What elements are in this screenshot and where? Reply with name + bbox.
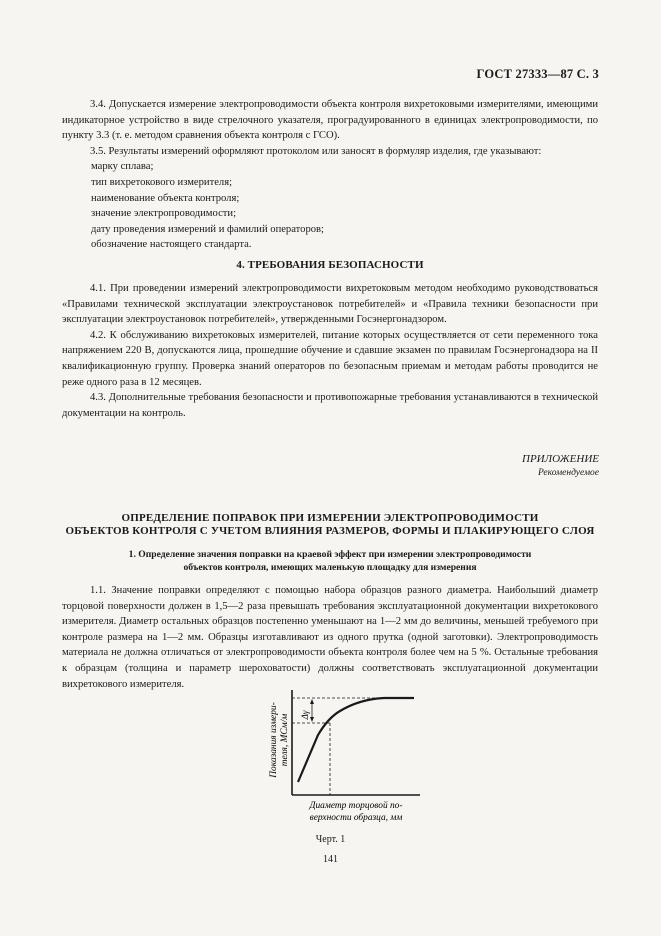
paragraph-3-4: 3.4. Допускается измерение электропроводимости объекта контроля вихретоковыми измерителями, имеющими индикаторное устройство в виде стрелочного указателя, проградуированного в единицах электропроводимости, по пункту 3.3 (т. е. методом сравнения объекта контроля с ГСО). bbox=[62, 99, 598, 142]
page-number: 141 bbox=[323, 854, 338, 865]
x-axis-label-1: Диаметр торцовой по- bbox=[309, 801, 403, 811]
section-4-text bbox=[62, 281, 598, 421]
appendix-title-line-2: ОБЪЕКТОВ КОНТРОЛЯ С УЧЕТОМ ВЛИЯНИЯ РАЗМЕРОВ, ФОРМЫ И ПЛАКИРУЮЩЕГО СЛОЯ bbox=[65, 525, 595, 537]
y-axis-label-1: Показания измери- bbox=[269, 702, 279, 778]
list-item: дату проведения измерений и фамилий операторов; bbox=[91, 223, 324, 235]
section-3-text bbox=[62, 97, 598, 253]
appendix-heading: ПРИЛОЖЕНИЕ bbox=[522, 453, 599, 465]
list-item: тип вихретокового измерителя; bbox=[91, 176, 233, 188]
appendix-title-line-1: ОПРЕДЕЛЕНИЕ ПОПРАВОК ПРИ ИЗМЕРЕНИИ ЭЛЕКТРОПРОВОДИМОСТИ bbox=[121, 512, 539, 524]
section-4-title: 4. ТРЕБОВАНИЯ БЕЗОПАСНОСТИ bbox=[236, 259, 424, 271]
appendix-text bbox=[62, 583, 598, 692]
subsection-title-line-1: 1. Определение значения поправки на краевой эффект при измерении электропроводимости bbox=[128, 549, 532, 560]
list-item: обозначение настоящего стандарта. bbox=[91, 239, 252, 251]
subsection-title-line-2: объектов контроля, имеющих маленькую площадку для измерения bbox=[183, 562, 477, 573]
x-axis-label-2: верхности образца, мм bbox=[309, 813, 403, 823]
list-item: марку сплава; bbox=[91, 161, 154, 173]
list-item: наименование объекта контроля; bbox=[91, 192, 240, 204]
appendix-title bbox=[62, 512, 598, 538]
paragraph-4-1: 4.1. При проведении измерений электропроводимости вихретоковым методом необходимо руководствоваться «Правилами технической эксплуатации электроустановок потребителей» и «Правила техники безопасности при эксплуатации электроустановок потребителей», утвержденными Госэнергонадзором. bbox=[62, 283, 598, 326]
standard-header: ГОСТ 27333—87 С. 3 bbox=[476, 67, 599, 81]
paragraph-4-2: 4.2. К обслуживанию вихретоковых измерителей, питание которых осуществляется от сети переменного тока напряжением 220 В, допускаются лица, прошедшие обучение и сдавшие экзамен по правилам Госэнергонадзора на II квалификационную группу. Проверка знаний операторов по безопасным приемам и методам работы проводится не реже одного раза в 12 месяцев. bbox=[62, 329, 598, 388]
list-item: значение электропроводимости; bbox=[91, 208, 237, 220]
appendix-status: Рекомендуемое bbox=[537, 468, 599, 478]
subsection-title bbox=[62, 548, 598, 574]
delta-arrow-head-bottom bbox=[310, 717, 314, 722]
figure-1-chart bbox=[262, 685, 422, 835]
correction-curve bbox=[298, 698, 414, 782]
figure-caption: Черт. 1 bbox=[315, 834, 346, 845]
y-axis-label-2: теля, МСм/м bbox=[280, 713, 290, 767]
report-fields-list bbox=[62, 159, 598, 253]
paragraph-3-5: 3.5. Результаты измерений оформляют протоколом или заносят в формуляр изделия, где указывают: bbox=[90, 145, 542, 157]
paragraph-4-3: 4.3. Дополнительные требования безопасности и противопожарные требования устанавливаются в технической документации на контроль. bbox=[62, 392, 598, 419]
delta-label: Δγ bbox=[300, 710, 310, 720]
paragraph-1-1: 1.1. Значение поправки определяют с помощью набора образцов разного диаметра. Наибольший диаметр торцовой поверхности должен в 1,5—2 раза превышать требования эксплуатационной документации вихретокового измерителя. Диаметр остальных образцов постепенно уменьшают на 1—2 мм до величины, меньшей требуемого при контроле размера на 1—2 мм. Образцы изготавливают из одного прутка (одной заготовки). Электропроводимость материала не должна отличаться от электропроводимости объекта контроля более чем на 5 %. Остальные требования к образцам (толщина и параметр шероховатости) должны соответствовать эксплуатационной документации вихретокового измерителя. bbox=[62, 585, 598, 690]
appendix-label bbox=[522, 452, 599, 480]
delta-arrow-head-top bbox=[310, 699, 314, 704]
